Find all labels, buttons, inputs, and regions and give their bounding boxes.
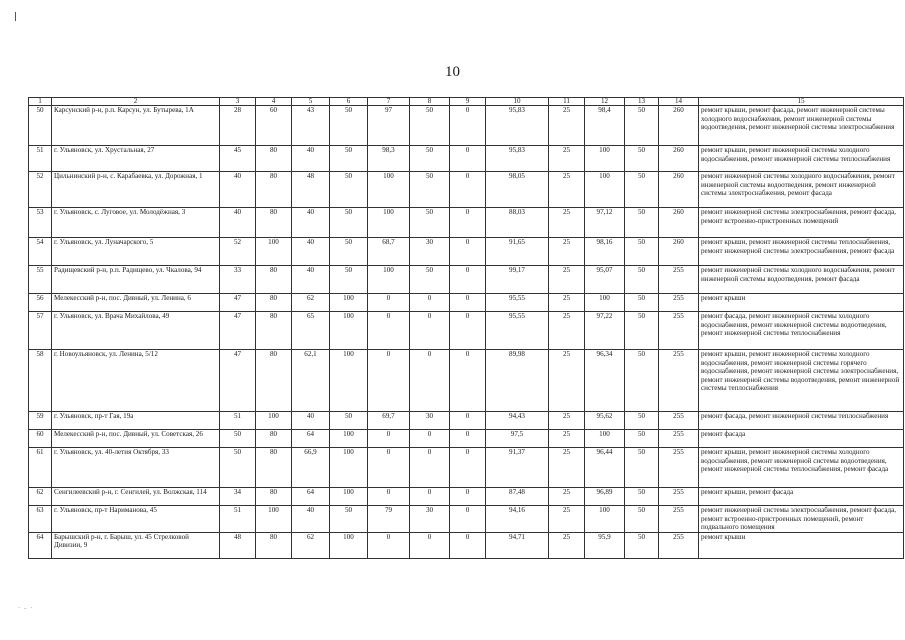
repair-works-cell: ремонт инженерной системы электроснабжения, ремонт фасада, ремонт встроенно-пристроенных помещений bbox=[699, 208, 904, 238]
cell-col-9: 0 bbox=[450, 488, 486, 506]
cell-col-14: 255 bbox=[659, 350, 699, 412]
cell-col-13: 50 bbox=[625, 430, 659, 448]
cell-col-3: 51 bbox=[220, 412, 256, 430]
cell-col-6: 100 bbox=[330, 448, 368, 488]
page-number: 10 bbox=[445, 64, 460, 80]
cell-col-8: 50 bbox=[410, 172, 450, 208]
cell-col-13: 50 bbox=[625, 146, 659, 172]
cell-col-4: 80 bbox=[256, 448, 292, 488]
cell-col-6: 50 bbox=[330, 146, 368, 172]
cell-col-9: 0 bbox=[450, 266, 486, 294]
table-row bbox=[29, 208, 904, 238]
cell-col-11: 25 bbox=[549, 106, 585, 146]
cell-col-10: 94,43 bbox=[486, 412, 549, 430]
address-cell: г. Новоульяновск, ул. Ленина, 5/12 bbox=[52, 350, 220, 412]
cell-col-3: 50 bbox=[220, 430, 256, 448]
cell-col-9: 0 bbox=[450, 172, 486, 208]
cell-col-7: 0 bbox=[368, 448, 410, 488]
row-number-cell: 61 bbox=[29, 448, 52, 488]
repair-works-cell: ремонт фасада bbox=[699, 430, 904, 448]
cell-col-14: 255 bbox=[659, 294, 699, 312]
cell-col-10: 89,98 bbox=[486, 350, 549, 412]
cell-col-4: 80 bbox=[256, 208, 292, 238]
cell-col-11: 25 bbox=[549, 350, 585, 412]
cell-col-14: 255 bbox=[659, 506, 699, 533]
cell-col-8: 0 bbox=[410, 488, 450, 506]
cell-col-6: 50 bbox=[330, 238, 368, 266]
cell-col-9: 0 bbox=[450, 208, 486, 238]
cell-col-6: 50 bbox=[330, 106, 368, 146]
cell-col-9: 0 bbox=[450, 430, 486, 448]
cell-col-11: 25 bbox=[549, 266, 585, 294]
cell-col-5: 62 bbox=[292, 294, 330, 312]
cell-col-10: 95,55 bbox=[486, 312, 549, 350]
cell-col-13: 50 bbox=[625, 238, 659, 266]
cell-col-12: 97,12 bbox=[585, 208, 625, 238]
cell-col-12: 98,16 bbox=[585, 238, 625, 266]
row-number-cell: 54 bbox=[29, 238, 52, 266]
address-cell: г. Ульяновск, пр-т Нариманова, 45 bbox=[52, 506, 220, 533]
cell-col-5: 40 bbox=[292, 208, 330, 238]
cell-col-3: 28 bbox=[220, 106, 256, 146]
cell-col-12: 100 bbox=[585, 172, 625, 208]
cell-col-7: 97 bbox=[368, 106, 410, 146]
column-number-13: 13 bbox=[625, 98, 659, 106]
cell-col-4: 80 bbox=[256, 146, 292, 172]
cell-col-3: 47 bbox=[220, 350, 256, 412]
cell-col-13: 50 bbox=[625, 266, 659, 294]
cell-col-9: 0 bbox=[450, 506, 486, 533]
cell-col-10: 95,83 bbox=[486, 106, 549, 146]
address-cell: Цильнинский р-н, с. Карабаевка, ул. Дорожная, 1 bbox=[52, 172, 220, 208]
cell-col-12: 96,89 bbox=[585, 488, 625, 506]
cell-col-5: 48 bbox=[292, 172, 330, 208]
cell-col-11: 25 bbox=[549, 146, 585, 172]
row-number-cell: 57 bbox=[29, 312, 52, 350]
cell-col-13: 50 bbox=[625, 412, 659, 430]
address-cell: г. Ульяновск, ул. Луначарского, 5 bbox=[52, 238, 220, 266]
cell-col-11: 25 bbox=[549, 532, 585, 558]
cell-col-9: 0 bbox=[450, 146, 486, 172]
cell-col-14: 260 bbox=[659, 238, 699, 266]
cell-col-11: 25 bbox=[549, 506, 585, 533]
cell-col-12: 96,44 bbox=[585, 448, 625, 488]
cell-col-8: 30 bbox=[410, 506, 450, 533]
cell-col-3: 45 bbox=[220, 146, 256, 172]
cell-col-6: 100 bbox=[330, 350, 368, 412]
cell-col-6: 50 bbox=[330, 506, 368, 533]
column-number-5: 5 bbox=[292, 98, 330, 106]
cell-col-10: 88,03 bbox=[486, 208, 549, 238]
cell-col-9: 0 bbox=[450, 350, 486, 412]
cell-col-3: 33 bbox=[220, 266, 256, 294]
cell-col-12: 95,62 bbox=[585, 412, 625, 430]
cell-col-10: 87,48 bbox=[486, 488, 549, 506]
column-number-7: 7 bbox=[368, 98, 410, 106]
table-row bbox=[29, 430, 904, 448]
address-cell: г. Ульяновск, пр-т Гая, 19а bbox=[52, 412, 220, 430]
table-body bbox=[29, 106, 904, 559]
repair-works-cell: ремонт крыши, ремонт фасада bbox=[699, 488, 904, 506]
repair-works-cell: ремонт крыши bbox=[699, 294, 904, 312]
cell-col-4: 80 bbox=[256, 172, 292, 208]
cell-col-4: 80 bbox=[256, 294, 292, 312]
table-row bbox=[29, 106, 904, 146]
cell-col-5: 64 bbox=[292, 430, 330, 448]
address-cell: Сенгилеевский р-н, г. Сенгилей, ул. Волжская, 114 bbox=[52, 488, 220, 506]
table-row bbox=[29, 350, 904, 412]
column-number-4: 4 bbox=[256, 98, 292, 106]
cell-col-10: 99,17 bbox=[486, 266, 549, 294]
row-number-cell: 52 bbox=[29, 172, 52, 208]
row-number-cell: 51 bbox=[29, 146, 52, 172]
repair-works-cell: ремонт крыши, ремонт инженерной системы холодного водоснабжения, ремонт инженерной системы теплоснабжения bbox=[699, 146, 904, 172]
repair-register-table bbox=[28, 97, 904, 559]
repair-works-cell: ремонт крыши bbox=[699, 532, 904, 558]
cell-col-11: 25 bbox=[549, 448, 585, 488]
cell-col-12: 100 bbox=[585, 294, 625, 312]
address-cell: г. Ульяновск, ул. Врача Михайлова, 49 bbox=[52, 312, 220, 350]
cell-col-5: 43 bbox=[292, 106, 330, 146]
cell-col-3: 47 bbox=[220, 312, 256, 350]
cell-col-13: 50 bbox=[625, 106, 659, 146]
cell-col-5: 40 bbox=[292, 412, 330, 430]
cell-col-9: 0 bbox=[450, 106, 486, 146]
table-row bbox=[29, 532, 904, 558]
cell-col-7: 0 bbox=[368, 488, 410, 506]
row-number-cell: 64 bbox=[29, 532, 52, 558]
cell-col-3: 48 bbox=[220, 532, 256, 558]
address-cell: Барышский р-н, г. Барыш, ул. 45 Стрелковой Дивизии, 9 bbox=[52, 532, 220, 558]
cell-col-13: 50 bbox=[625, 208, 659, 238]
cell-col-7: 0 bbox=[368, 294, 410, 312]
cell-col-10: 91,65 bbox=[486, 238, 549, 266]
cell-col-7: 68,7 bbox=[368, 238, 410, 266]
column-number-9: 9 bbox=[450, 98, 486, 106]
cell-col-7: 100 bbox=[368, 266, 410, 294]
column-number-11: 11 bbox=[549, 98, 585, 106]
cell-col-12: 100 bbox=[585, 506, 625, 533]
address-cell: г. Ульяновск, ул. Хрустальная, 27 bbox=[52, 146, 220, 172]
cell-col-6: 50 bbox=[330, 172, 368, 208]
cell-col-8: 50 bbox=[410, 208, 450, 238]
column-number-1: 1 bbox=[29, 98, 52, 106]
table-row bbox=[29, 412, 904, 430]
cell-col-8: 50 bbox=[410, 266, 450, 294]
cell-col-12: 95,9 bbox=[585, 532, 625, 558]
cell-col-12: 100 bbox=[585, 146, 625, 172]
cell-col-14: 255 bbox=[659, 532, 699, 558]
scan-artifact: · - · bbox=[18, 604, 34, 612]
column-number-6: 6 bbox=[330, 98, 368, 106]
cell-col-10: 94,16 bbox=[486, 506, 549, 533]
row-number-cell: 50 bbox=[29, 106, 52, 146]
cell-col-10: 97,5 bbox=[486, 430, 549, 448]
cell-col-7: 0 bbox=[368, 430, 410, 448]
cell-col-14: 260 bbox=[659, 106, 699, 146]
column-number-3: 3 bbox=[220, 98, 256, 106]
cell-col-12: 100 bbox=[585, 430, 625, 448]
cell-col-12: 96,34 bbox=[585, 350, 625, 412]
repair-works-cell: ремонт фасада, ремонт инженерной системы теплоснабжения bbox=[699, 412, 904, 430]
cell-col-14: 255 bbox=[659, 312, 699, 350]
table-row bbox=[29, 448, 904, 488]
repair-works-cell: ремонт крыши, ремонт инженерной системы теплоснабжения, ремонт инженерной системы электроснабжения, ремонт фасада bbox=[699, 238, 904, 266]
cell-col-13: 50 bbox=[625, 172, 659, 208]
cell-col-11: 25 bbox=[549, 208, 585, 238]
address-cell: г. Ульяновск, с. Луговое, ул. Молодёжная, 3 bbox=[52, 208, 220, 238]
cell-col-14: 255 bbox=[659, 266, 699, 294]
cell-col-13: 50 bbox=[625, 488, 659, 506]
cell-col-5: 64 bbox=[292, 488, 330, 506]
cell-col-7: 98,3 bbox=[368, 146, 410, 172]
cell-col-5: 66,9 bbox=[292, 448, 330, 488]
cell-col-4: 60 bbox=[256, 106, 292, 146]
cell-col-8: 0 bbox=[410, 448, 450, 488]
cell-col-3: 51 bbox=[220, 506, 256, 533]
cell-col-12: 98,4 bbox=[585, 106, 625, 146]
cell-col-3: 40 bbox=[220, 208, 256, 238]
cell-col-6: 100 bbox=[330, 312, 368, 350]
cell-col-8: 0 bbox=[410, 350, 450, 412]
cell-col-6: 50 bbox=[330, 266, 368, 294]
cell-col-13: 50 bbox=[625, 448, 659, 488]
address-cell: Мелекесский р-н, пос. Дивный, ул. Ленина, 6 bbox=[52, 294, 220, 312]
cell-col-14: 260 bbox=[659, 172, 699, 208]
table-row bbox=[29, 238, 904, 266]
cell-col-8: 0 bbox=[410, 312, 450, 350]
cell-col-9: 0 bbox=[450, 532, 486, 558]
cell-col-5: 40 bbox=[292, 146, 330, 172]
cell-col-13: 50 bbox=[625, 312, 659, 350]
table-row bbox=[29, 146, 904, 172]
cell-col-11: 25 bbox=[549, 312, 585, 350]
cell-col-12: 97,22 bbox=[585, 312, 625, 350]
repair-works-cell: ремонт крыши, ремонт инженерной системы холодного водоснабжения, ремонт инженерной системы горячего водоснабжения, ремонт инженерной системы электроснабжения, ремонт инженерной системы водоотведения, ремонт инженерной системы теплоснабжения bbox=[699, 350, 904, 412]
table-row bbox=[29, 506, 904, 533]
cell-col-8: 50 bbox=[410, 106, 450, 146]
cell-col-7: 100 bbox=[368, 208, 410, 238]
table-row bbox=[29, 172, 904, 208]
table-row bbox=[29, 488, 904, 506]
repair-works-cell: ремонт инженерной системы электроснабжения, ремонт фасада, ремонт встроенно-пристроенных помещений, ремонт подвального помещения bbox=[699, 506, 904, 533]
scan-corner-mark bbox=[15, 12, 16, 21]
address-cell: Радищевский р-н, р.п. Радищево, ул. Чкалова, 94 bbox=[52, 266, 220, 294]
cell-col-6: 50 bbox=[330, 412, 368, 430]
cell-col-3: 47 bbox=[220, 294, 256, 312]
address-cell: г. Ульяновск, ул. 40-летия Октября, 33 bbox=[52, 448, 220, 488]
cell-col-7: 0 bbox=[368, 312, 410, 350]
cell-col-6: 100 bbox=[330, 532, 368, 558]
cell-col-5: 62 bbox=[292, 532, 330, 558]
cell-col-6: 100 bbox=[330, 430, 368, 448]
cell-col-14: 260 bbox=[659, 208, 699, 238]
cell-col-5: 65 bbox=[292, 312, 330, 350]
cell-col-4: 80 bbox=[256, 430, 292, 448]
row-number-cell: 60 bbox=[29, 430, 52, 448]
cell-col-7: 100 bbox=[368, 172, 410, 208]
column-number-10: 10 bbox=[486, 98, 549, 106]
cell-col-10: 91,37 bbox=[486, 448, 549, 488]
cell-col-3: 40 bbox=[220, 172, 256, 208]
cell-col-4: 80 bbox=[256, 350, 292, 412]
cell-col-3: 50 bbox=[220, 448, 256, 488]
cell-col-9: 0 bbox=[450, 448, 486, 488]
cell-col-4: 80 bbox=[256, 532, 292, 558]
row-number-cell: 63 bbox=[29, 506, 52, 533]
cell-col-3: 34 bbox=[220, 488, 256, 506]
table-row bbox=[29, 266, 904, 294]
cell-col-10: 95,55 bbox=[486, 294, 549, 312]
row-number-cell: 59 bbox=[29, 412, 52, 430]
cell-col-9: 0 bbox=[450, 238, 486, 266]
table-row bbox=[29, 294, 904, 312]
column-number-14: 14 bbox=[659, 98, 699, 106]
address-cell: Мелекесский р-н, пос. Дивный, ул. Советская, 26 bbox=[52, 430, 220, 448]
repair-works-cell: ремонт крыши, ремонт фасада, ремонт инженерной системы холодного водоснабжения, ремонт инженерной системы водоотведения, ремонт инженерной системы электроснабжения bbox=[699, 106, 904, 146]
cell-col-7: 0 bbox=[368, 532, 410, 558]
repair-works-cell: ремонт крыши, ремонт инженерной системы холодного водоснабжения, ремонт инженерной системы водоотведения, ремонт инженерной системы теплоснабжения, ремонт фасада bbox=[699, 448, 904, 488]
cell-col-14: 255 bbox=[659, 488, 699, 506]
row-number-cell: 62 bbox=[29, 488, 52, 506]
column-number-row bbox=[29, 98, 904, 106]
cell-col-6: 100 bbox=[330, 488, 368, 506]
column-number-12: 12 bbox=[585, 98, 625, 106]
row-number-cell: 56 bbox=[29, 294, 52, 312]
cell-col-11: 25 bbox=[549, 238, 585, 266]
cell-col-13: 50 bbox=[625, 350, 659, 412]
cell-col-14: 255 bbox=[659, 448, 699, 488]
cell-col-8: 50 bbox=[410, 146, 450, 172]
cell-col-14: 255 bbox=[659, 430, 699, 448]
cell-col-8: 30 bbox=[410, 412, 450, 430]
cell-col-5: 40 bbox=[292, 506, 330, 533]
cell-col-8: 0 bbox=[410, 532, 450, 558]
cell-col-13: 50 bbox=[625, 294, 659, 312]
repair-works-cell: ремонт инженерной системы холодного водоснабжения, ремонт инженерной системы водоотведения, ремонт инженерной системы электроснабжения, ремонт фасада bbox=[699, 172, 904, 208]
cell-col-9: 0 bbox=[450, 412, 486, 430]
cell-col-4: 100 bbox=[256, 412, 292, 430]
column-number-2: 2 bbox=[52, 98, 220, 106]
cell-col-13: 50 bbox=[625, 506, 659, 533]
row-number-cell: 53 bbox=[29, 208, 52, 238]
cell-col-14: 255 bbox=[659, 412, 699, 430]
cell-col-11: 25 bbox=[549, 412, 585, 430]
cell-col-7: 79 bbox=[368, 506, 410, 533]
cell-col-4: 100 bbox=[256, 238, 292, 266]
cell-col-8: 30 bbox=[410, 238, 450, 266]
cell-col-12: 95,07 bbox=[585, 266, 625, 294]
cell-col-6: 50 bbox=[330, 208, 368, 238]
cell-col-5: 62,1 bbox=[292, 350, 330, 412]
cell-col-4: 80 bbox=[256, 312, 292, 350]
cell-col-10: 94,71 bbox=[486, 532, 549, 558]
cell-col-8: 0 bbox=[410, 430, 450, 448]
cell-col-8: 0 bbox=[410, 294, 450, 312]
cell-col-11: 25 bbox=[549, 294, 585, 312]
address-cell: Карсунский р-н, р.п. Карсун, ул. Бутырева, 1А bbox=[52, 106, 220, 146]
cell-col-5: 40 bbox=[292, 238, 330, 266]
cell-col-9: 0 bbox=[450, 312, 486, 350]
repair-works-cell: ремонт инженерной системы холодного водоснабжения, ремонт инженерной системы водоотведения, ремонт фасада bbox=[699, 266, 904, 294]
column-number-8: 8 bbox=[410, 98, 450, 106]
column-number-15: 15 bbox=[699, 98, 904, 106]
cell-col-4: 100 bbox=[256, 506, 292, 533]
cell-col-6: 100 bbox=[330, 294, 368, 312]
cell-col-7: 69,7 bbox=[368, 412, 410, 430]
table-row bbox=[29, 312, 904, 350]
cell-col-11: 25 bbox=[549, 430, 585, 448]
cell-col-10: 98,05 bbox=[486, 172, 549, 208]
cell-col-7: 0 bbox=[368, 350, 410, 412]
cell-col-11: 25 bbox=[549, 172, 585, 208]
row-number-cell: 55 bbox=[29, 266, 52, 294]
cell-col-3: 52 bbox=[220, 238, 256, 266]
row-number-cell: 58 bbox=[29, 350, 52, 412]
cell-col-13: 50 bbox=[625, 532, 659, 558]
repair-works-cell: ремонт фасада, ремонт инженерной системы холодного водоснабжения, ремонт инженерной системы водоотведения, ремонт инженерной системы теплоснабжения bbox=[699, 312, 904, 350]
cell-col-14: 260 bbox=[659, 146, 699, 172]
cell-col-10: 95,83 bbox=[486, 146, 549, 172]
cell-col-4: 80 bbox=[256, 266, 292, 294]
cell-col-9: 0 bbox=[450, 294, 486, 312]
cell-col-5: 40 bbox=[292, 266, 330, 294]
cell-col-4: 80 bbox=[256, 488, 292, 506]
cell-col-11: 25 bbox=[549, 488, 585, 506]
